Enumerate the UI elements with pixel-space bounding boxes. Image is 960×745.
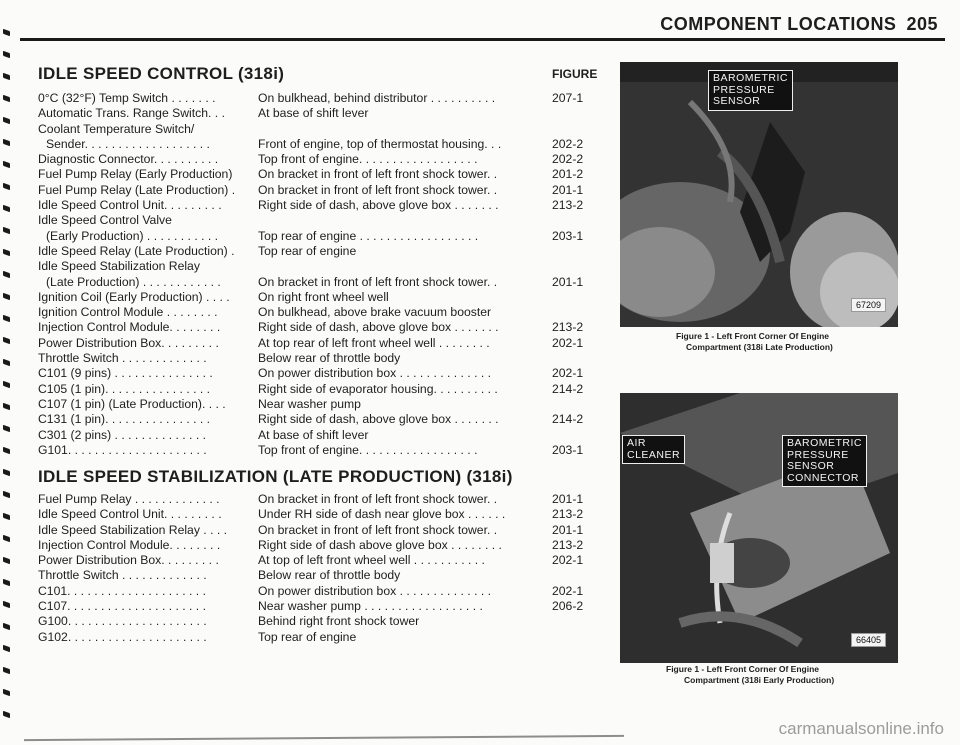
figure-ref: 201-1 — [552, 274, 584, 289]
component-location: On bracket in front of left front shock tower. . — [258, 274, 498, 289]
figure-ref: 201-2 — [552, 167, 584, 182]
label-line: SENSOR — [713, 95, 761, 107]
component-name: C107. . . . . . . . . . . . . . . . . . . . . — [38, 599, 206, 614]
table-row — [38, 167, 598, 182]
figure-ref: 202-1 — [552, 335, 584, 350]
label-line: AIR — [627, 437, 647, 449]
component-location: Right side of dash, above glove box . . . . . . . — [258, 320, 499, 335]
component-name: Throttle Switch . . . . . . . . . . . . . — [38, 351, 207, 366]
figure-ref: 201-1 — [552, 522, 584, 537]
engine-photo-late-production — [620, 62, 898, 327]
component-name: Fuel Pump Relay . . . . . . . . . . . . . — [38, 492, 220, 506]
label-line: BAROMETRIC — [787, 437, 863, 449]
component-location: On power distribution box . . . . . . . . . . . . . . — [258, 583, 492, 598]
component-name: G102. . . . . . . . . . . . . . . . . . . . . — [38, 629, 207, 644]
table-row — [38, 183, 598, 198]
air-cleaner-label — [622, 435, 685, 464]
table-row — [38, 507, 598, 522]
component-location: Near washer pump . . . . . . . . . . . . . . . . . . — [258, 599, 483, 614]
barometric-pressure-sensor-label — [708, 70, 793, 111]
component-location: Below rear of throttle body — [258, 351, 401, 366]
caption-line-1: Figure 1 - Left Front Corner Of Engine — [666, 664, 819, 674]
component-name: G100. . . . . . . . . . . . . . . . . . . . . — [38, 614, 207, 629]
figure-ref: 213-2 — [552, 198, 584, 213]
table-row — [38, 599, 598, 614]
component-name: Coolant Temperature Switch/ — [38, 121, 195, 136]
component-name: Idle Speed Control Unit. . . . . . . . . — [38, 507, 222, 522]
figure-caption-early — [666, 664, 834, 686]
page-header — [660, 14, 938, 35]
component-name: (Early Production) . . . . . . . . . . . — [46, 228, 219, 243]
figure-ref: 201-1 — [552, 182, 584, 197]
table-row — [38, 492, 598, 507]
component-name: Idle Speed Stabilization Relay . . . . — [38, 522, 228, 537]
component-location: Top front of engine. . . . . . . . . . . . . . . . . . — [258, 152, 478, 167]
table-row — [38, 397, 598, 412]
section-title-idle-speed-stabilization: IDLE SPEED STABILIZATION (LATE PRODUCTION) (318i) — [38, 467, 513, 486]
table-row — [38, 538, 598, 553]
component-name: Idle Speed Relay (Late Production) . — [38, 243, 235, 258]
component-location: At base of shift lever — [258, 106, 369, 121]
label-line: BAROMETRIC — [713, 72, 789, 84]
caption-line-2: Compartment (318i Late Production) — [686, 342, 833, 352]
figure-ref: 214-2 — [552, 381, 584, 396]
table-row — [38, 213, 598, 228]
component-location: Right side of evaporator housing. . . . . . . . . . — [258, 381, 498, 396]
table-row — [38, 428, 598, 443]
table-row — [38, 336, 598, 351]
table-row — [38, 412, 598, 427]
component-location: At top of left front wheel well . . . . . . . . . . . — [258, 553, 485, 568]
header-rule — [20, 38, 945, 41]
component-location: At base of shift lever — [258, 427, 369, 442]
component-location: At top rear of left front wheel well . . . . . . . . — [258, 335, 490, 350]
table-row — [38, 584, 598, 599]
figure-ref: 203-1 — [552, 228, 584, 243]
figure-ref: 202-2 — [552, 152, 584, 167]
table-row — [38, 152, 598, 167]
table-row — [38, 382, 598, 397]
component-name: C107 (1 pin) (Late Production). . . . — [38, 396, 226, 411]
table-row — [38, 366, 598, 381]
figure-ref: 202-1 — [552, 553, 584, 568]
photo-number: 66405 — [851, 633, 886, 647]
figure-ref: 201-1 — [552, 492, 584, 506]
component-name: Throttle Switch . . . . . . . . . . . . . — [38, 568, 207, 583]
component-location: Under RH side of dash near glove box . . . . . . — [258, 507, 506, 522]
component-location: On bracket in front of left front shock tower. . — [258, 522, 498, 537]
component-table-idle-speed-stabilization — [38, 492, 598, 645]
component-name: Idle Speed Control Unit. . . . . . . . . — [38, 198, 222, 213]
table-row — [38, 523, 598, 538]
table-row — [38, 229, 598, 244]
component-location: Top rear of engine — [258, 243, 357, 258]
component-location: Top rear of engine . . . . . . . . . . . . . . . . . . — [258, 228, 479, 243]
component-name: Ignition Coil (Early Production) . . . . — [38, 289, 230, 304]
component-name: C131 (1 pin). . . . . . . . . . . . . . . . — [38, 412, 211, 427]
header-title: COMPONENT LOCATIONS — [660, 14, 897, 34]
figure-ref: 214-2 — [552, 412, 584, 427]
section-title-idle-speed-control: IDLE SPEED CONTROL (318i) — [38, 64, 285, 83]
component-name: Ignition Control Module . . . . . . . . — [38, 305, 218, 320]
label-line: SENSOR — [787, 460, 835, 472]
caption-line-2: Compartment (318i Early Production) — [684, 675, 835, 685]
component-name: Idle Speed Stabilization Relay — [38, 259, 200, 274]
watermark: carmanualsonline.info — [778, 719, 944, 738]
component-location: Behind right front shock tower — [258, 614, 420, 629]
table-row — [38, 614, 598, 629]
component-location: On bulkhead, behind distributor . . . . . . . . . . — [258, 91, 496, 105]
component-location: On bracket in front of left front shock tower. . — [258, 167, 498, 182]
barometric-pressure-sensor-connector-label — [782, 435, 867, 487]
table-row — [38, 553, 598, 568]
component-name: G101. . . . . . . . . . . . . . . . . . . . . — [38, 442, 207, 457]
component-name: C101 (9 pins) . . . . . . . . . . . . . . . — [38, 366, 213, 381]
component-table-idle-speed-control — [38, 91, 598, 458]
table-row — [38, 122, 598, 137]
component-name: Fuel Pump Relay (Early Production) — [38, 167, 233, 182]
component-name: Power Distribution Box. . . . . . . . . — [38, 553, 219, 568]
table-row — [38, 443, 598, 458]
component-name: Idle Speed Control Valve — [38, 213, 172, 228]
table-row — [38, 290, 598, 305]
figure-column-header: FIGURE — [552, 67, 598, 81]
engine-photo-early-production — [620, 393, 898, 663]
figure-ref: 213-2 — [552, 537, 584, 552]
component-name: Fuel Pump Relay (Late Production) . — [38, 182, 236, 197]
label-line: CONNECTOR — [787, 471, 859, 484]
component-location: On bulkhead, above brake vacuum booster — [258, 305, 492, 320]
table-row — [38, 244, 598, 259]
figure-ref: 202-1 — [552, 366, 584, 381]
component-name: C301 (2 pins) . . . . . . . . . . . . . . — [38, 427, 206, 442]
table-row — [38, 630, 598, 645]
figure-ref: 202-2 — [552, 136, 584, 151]
caption-line-1: Figure 1 - Left Front Corner Of Engine — [676, 331, 829, 341]
table-row — [38, 320, 598, 335]
component-location: On bracket in front of left front shock tower. . — [258, 492, 498, 506]
component-name: C105 (1 pin). . . . . . . . . . . . . . . . — [38, 381, 211, 396]
figure-ref: 202-1 — [552, 583, 584, 598]
label-line: PRESSURE — [787, 448, 849, 461]
label-line: PRESSURE — [713, 83, 775, 96]
table-row — [38, 568, 598, 583]
table-row — [38, 259, 598, 274]
component-location: On right front wheel well — [258, 289, 389, 304]
component-name: C101. . . . . . . . . . . . . . . . . . . . . — [38, 583, 206, 598]
component-location: Right side of dash, above glove box . . . . . . . — [258, 198, 499, 213]
page-number: 205 — [906, 14, 938, 34]
component-name: Injection Control Module. . . . . . . . — [38, 537, 221, 552]
component-name: Power Distribution Box. . . . . . . . . — [38, 335, 219, 350]
figure-ref: 207-1 — [552, 91, 584, 105]
figure-ref: 203-1 — [552, 442, 584, 457]
component-name: Automatic Trans. Range Switch. . . — [38, 106, 225, 121]
label-line: CLEANER — [627, 448, 681, 461]
component-name: 0°C (32°F) Temp Switch . . . . . . . — [38, 91, 216, 105]
component-location: On bracket in front of left front shock tower. . — [258, 182, 498, 197]
table-row — [38, 137, 598, 152]
figure-ref: 213-2 — [552, 320, 584, 335]
component-location: Front of engine, top of thermostat housing. . . — [258, 136, 502, 151]
binding-edge-marks — [0, 0, 14, 745]
table-row — [38, 275, 598, 290]
component-name: Sender. . . . . . . . . . . . . . . . . . . — [46, 136, 210, 151]
component-location: Near washer pump — [258, 396, 361, 411]
table-row — [38, 305, 598, 320]
component-location: Below rear of throttle body — [258, 568, 401, 583]
table-row — [38, 91, 598, 106]
component-location: Top front of engine. . . . . . . . . . . . . . . . . . — [258, 442, 478, 457]
table-row — [38, 351, 598, 366]
table-row — [38, 106, 598, 121]
figure-ref: 206-2 — [552, 599, 584, 614]
photo-number: 67209 — [851, 298, 886, 312]
page-bottom-rule — [24, 735, 624, 741]
figure-ref: 213-2 — [552, 507, 584, 522]
table-row — [38, 198, 598, 213]
component-name: Diagnostic Connector. . . . . . . . . . — [38, 152, 219, 167]
component-location: On power distribution box . . . . . . . . . . . . . . — [258, 366, 492, 381]
component-name: (Late Production) . . . . . . . . . . . . — [46, 274, 221, 289]
component-location: Right side of dash above glove box . . . . . . . . — [258, 537, 502, 552]
component-location: Right side of dash, above glove box . . . . . . . — [258, 412, 499, 427]
component-location: Top rear of engine — [258, 629, 357, 644]
component-name: Injection Control Module. . . . . . . . — [38, 320, 221, 335]
figure-caption-late — [676, 331, 833, 353]
